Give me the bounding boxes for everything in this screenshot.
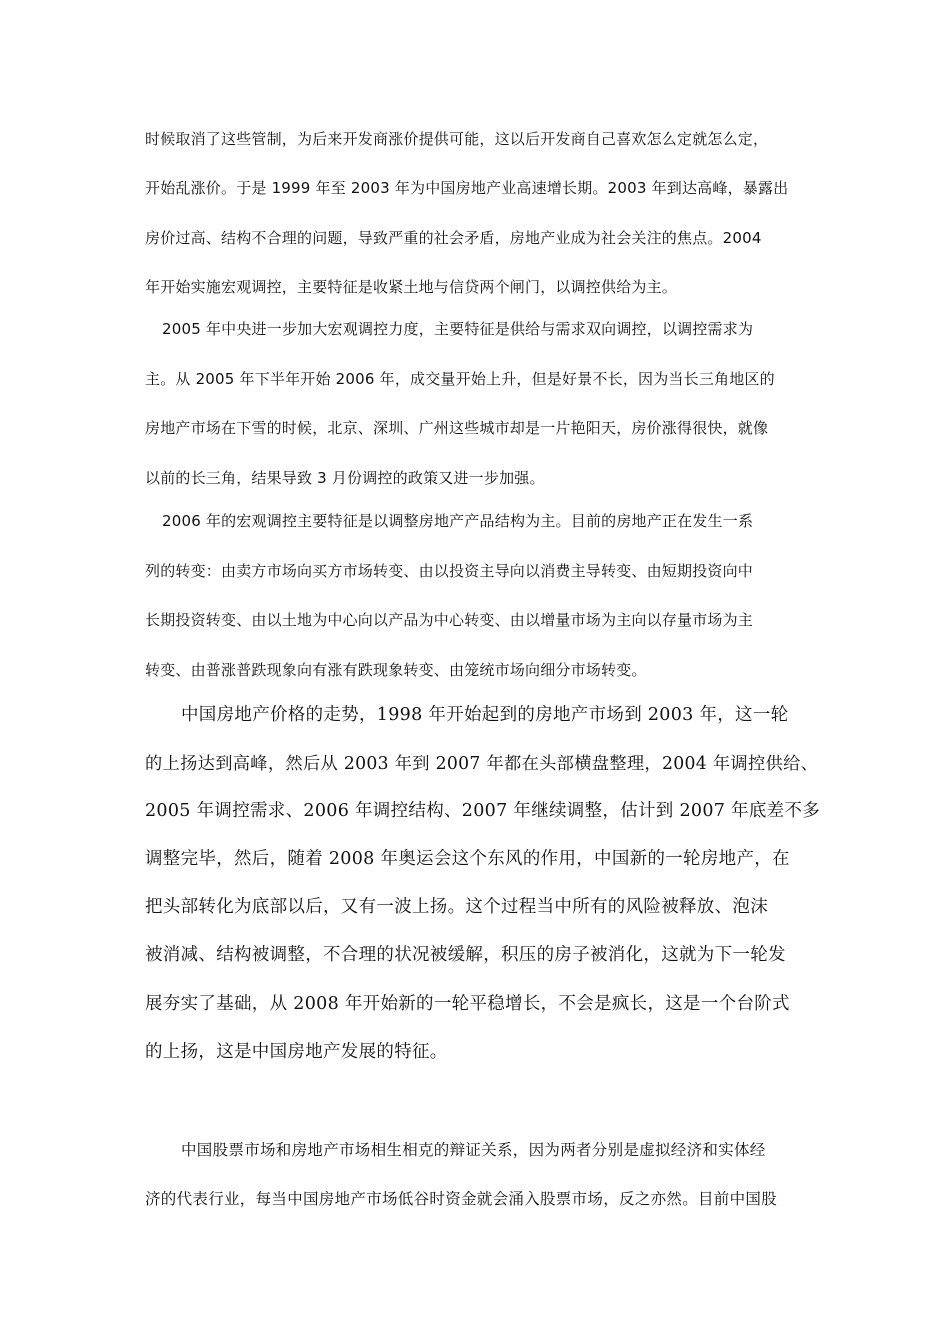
paragraph-4-line: 的上扬，这是中国房地产发展的特征。 (145, 1042, 448, 1062)
paragraph-1-line: 时候取消了这些管制，为后来开发商涨价提供可能，这以后开发商自己喜欢怎么定就怎么定， (145, 130, 769, 148)
paragraph-2-line: 2005 年中央进一步加大宏观调控力度，主要特征是供给与需求双向调控，以调控需求为 (162, 320, 754, 338)
paragraph-1-line: 年开始实施宏观调控，主要特征是收紧土地与信贷两个闸门，以调控供给为主。 (145, 278, 678, 296)
paragraph-4-line: 把头部转化为底部以后，又有一波上扬。这个过程当中所有的风险被释放、泡沫 (145, 897, 768, 917)
paragraph-1-line: 开始乱涨价。于是 1999 年至 2003 年为中国房地产业高速增长期。2003 年到达高峰，暴露出 (145, 179, 789, 197)
paragraph-4-line: 2005 年调控需求、2006 年调控结构、2007 年继续调整，估计到 2007 年底差不多 (145, 801, 821, 821)
paragraph-5-line: 中国股票市场和房地产市场相生相克的辩证关系，因为两者分别是虚拟经济和实体经 (181, 1141, 766, 1159)
paragraph-2-line: 房地产市场在下雪的时候，北京、深圳、广州这些城市却是一片艳阳天，房价涨得很快，就像 (145, 419, 769, 437)
paragraph-4-line: 调整完毕，然后，随着 2008 年奥运会这个东风的作用，中国新的一轮房地产，在 (145, 849, 790, 869)
paragraph-3-line: 列的转变：由卖方市场向买方市场转变、由以投资主导向以消费主导转变、由短期投资向中 (145, 562, 754, 580)
paragraph-3-line: 转变、由普涨普跌现象向有涨有跌现象转变、由笼统市场向细分市场转变。 (145, 661, 647, 679)
paragraph-5-line: 济的代表行业，每当中国房地产市场低谷时资金就会涌入股票市场，反之亦然。目前中国股 (145, 1190, 778, 1208)
paragraph-4-line: 的上扬达到高峰，然后从 2003 年到 2007 年都在头部横盘整理，2004 年调控供给、 (145, 754, 819, 774)
paragraph-4-line: 被消减、结构被调整，不合理的状况被缓解，积压的房子被消化，这就为下一轮发 (145, 945, 786, 965)
paragraph-3-line: 长期投资转变、由以土地为中心向以产品为中心转变、由以增量市场为主向以存量市场为主 (145, 611, 754, 629)
paragraph-4-line: 展夯实了基础，从 2008 年开始新的一轮平稳增长，不会是疯长，这是一个台阶式 (145, 994, 790, 1014)
paragraph-1-line: 房价过高、结构不合理的问题，导致严重的社会矛盾，房地产业成为社会关注的焦点。2004 (145, 229, 762, 247)
paragraph-2-line: 以前的长三角，结果导致 3 月份调控的政策又进一步加强。 (145, 469, 545, 487)
paragraph-2-line: 主。从 2005 年下半年开始 2006 年，成交量开始上升，但是好景不长，因为当长三角地区的 (145, 370, 775, 388)
paragraph-4-line: 中国房地产价格的走势，1998 年开始起到的房地产市场到 2003 年，这一轮 (181, 705, 789, 725)
paragraph-3-line: 2006 年的宏观调控主要特征是以调整房地产产品结构为主。目前的房地产正在发生一系 (162, 512, 754, 530)
